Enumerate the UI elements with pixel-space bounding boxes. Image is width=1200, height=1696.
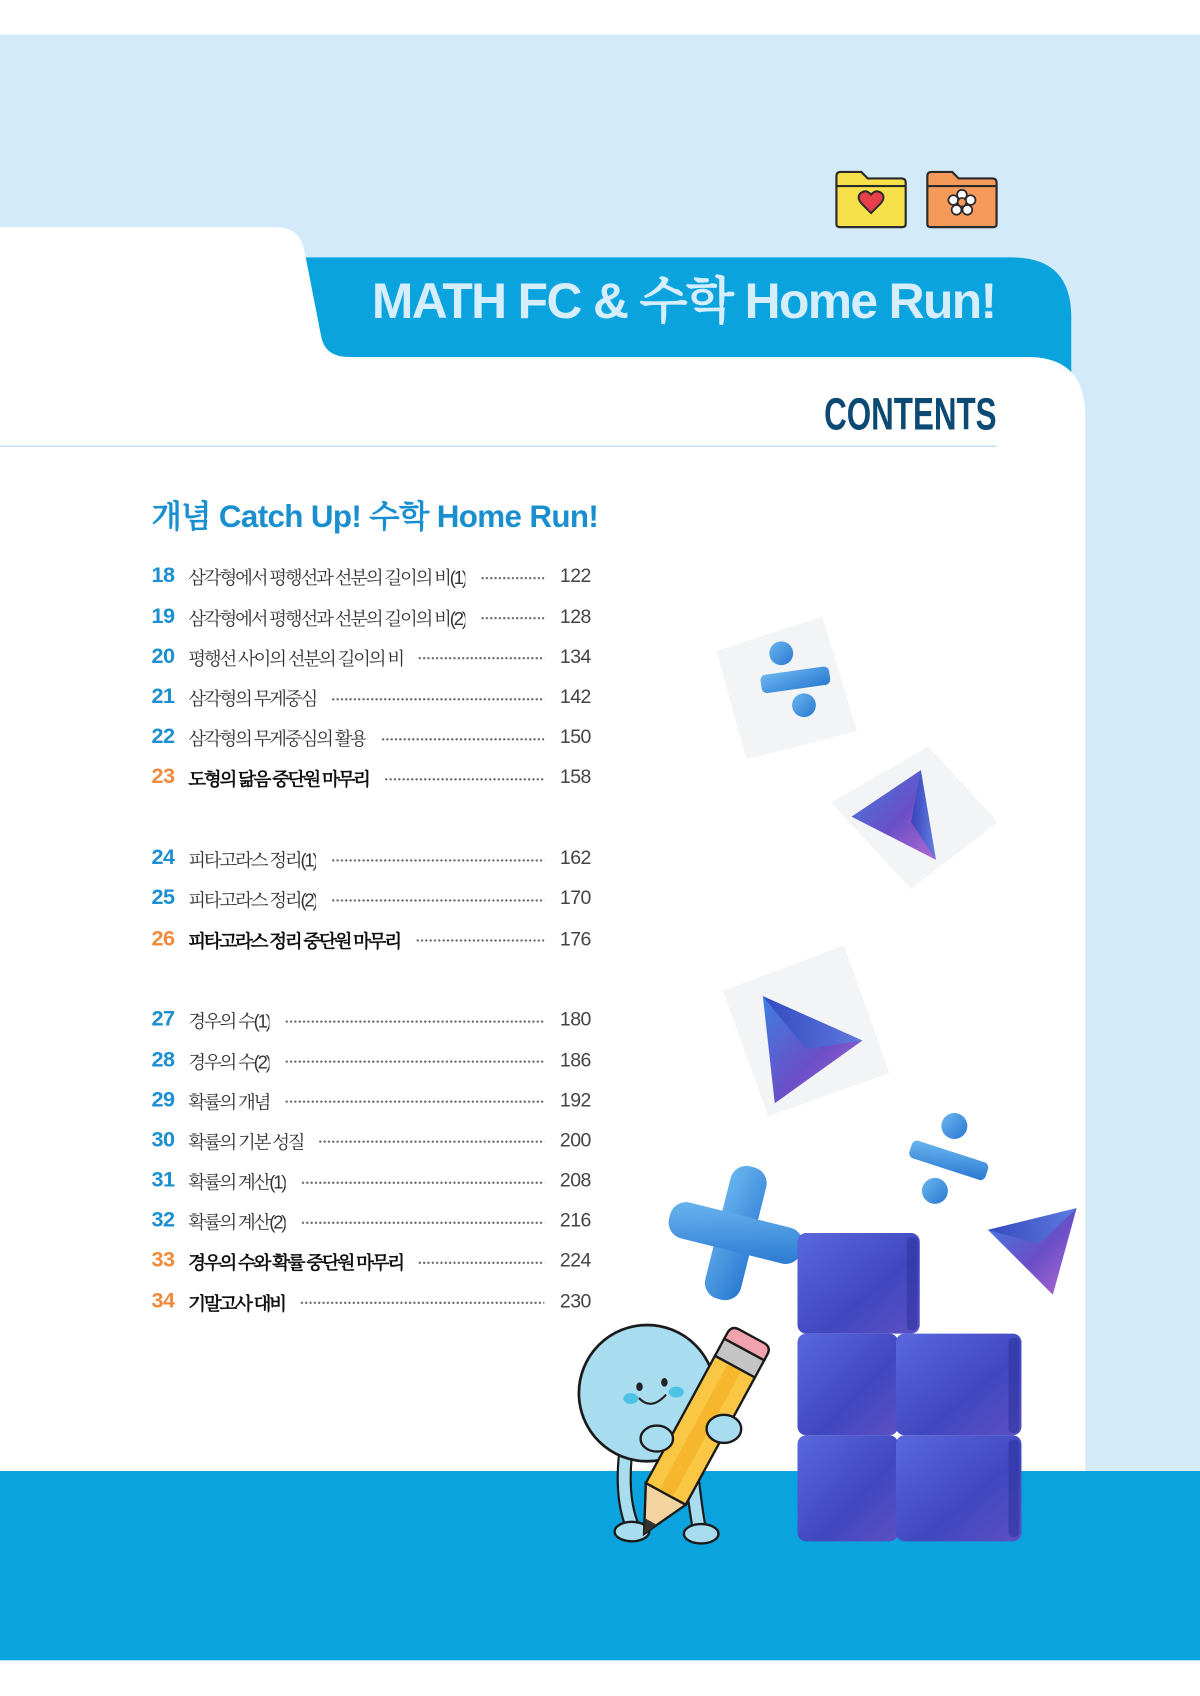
toc-entry-title: 삼각형의 무게중심의 활용 <box>188 729 366 750</box>
toc-entry-title: 삼각형의 무게중심 <box>188 689 317 710</box>
toc-entry-page: 142 <box>559 685 591 708</box>
toc-entry-number: 19 <box>151 604 175 629</box>
contents-label: CONTENTS <box>824 388 997 440</box>
toc-entry-page: 122 <box>559 565 591 587</box>
toc-entry-title: 평행선 사이의 선분의 길이의 비 <box>188 648 403 670</box>
toc-entry-page: 216 <box>559 1209 591 1232</box>
toc-entry-number: 32 <box>151 1208 175 1233</box>
toc-entry-title: 피타고라스 정리 중단원 마무리 <box>188 930 400 952</box>
toc-entry-number: 23 <box>151 765 175 789</box>
toc-entry-number: 25 <box>151 886 175 911</box>
toc-entry-title: 경우의 수(1) <box>188 1011 270 1033</box>
toc-entry-page: 134 <box>559 645 591 668</box>
toc-entry-number: 18 <box>151 564 175 588</box>
toc-entry-page: 224 <box>559 1249 591 1272</box>
toc-entry-page: 150 <box>559 726 591 748</box>
toc-entry-title: 기말고사 대비 <box>188 1293 285 1314</box>
toc-entry-title: 확률의 계산(1) <box>188 1172 286 1194</box>
toc-entry-number: 28 <box>151 1047 175 1072</box>
toc-entry-number: 24 <box>151 846 175 870</box>
cube-block <box>896 1435 1022 1541</box>
cube-block <box>797 1435 898 1541</box>
toc-entry-title: 도형의 닮음 중단원 마무리 <box>188 769 369 791</box>
toc-entry-title: 피타고라스 정리(1) <box>188 850 317 871</box>
toc-entry-number: 22 <box>151 724 175 749</box>
cube-block <box>797 1334 898 1436</box>
mascot-character <box>579 1325 772 1545</box>
toc-entry-page: 186 <box>559 1048 591 1071</box>
toc-entry-number: 21 <box>151 684 175 709</box>
toc-entry-title: 삼각형에서 평행선과 선분의 길이의 비(1) <box>188 568 466 589</box>
toc-entry-page: 162 <box>559 847 591 869</box>
toc-entry-title: 피타고라스 정리(2) <box>188 890 317 912</box>
banner-title: MATH FC & 수학 Home Run! <box>371 272 996 329</box>
toc-entry-number: 20 <box>151 644 175 669</box>
toc-entry-title: 삼각형에서 평행선과 선분의 길이의 비(2) <box>188 608 466 630</box>
toc-entry-page: 208 <box>559 1169 591 1191</box>
toc-entry-number: 33 <box>151 1248 175 1273</box>
divide-sign-icon <box>908 1113 990 1204</box>
toc-entry-title: 경우의 수와 확률 중단원 마무리 <box>188 1253 403 1274</box>
toc-entry-number: 26 <box>151 926 175 951</box>
toc-entry-title: 확률의 개념 <box>188 1092 270 1113</box>
toc-entry-page: 200 <box>559 1129 591 1151</box>
toc-entry-title: 확률의 기본 성질 <box>188 1132 304 1153</box>
toc-entry-page: 176 <box>559 927 591 950</box>
toc-entry-page: 192 <box>559 1088 591 1111</box>
toc-entry-title: 확률의 계산(2) <box>188 1212 286 1234</box>
toc-entry-number: 31 <box>151 1168 175 1193</box>
toc-entry-page: 158 <box>559 766 591 788</box>
pyramid-icon <box>988 1208 1077 1295</box>
toc-entry-page: 170 <box>559 887 591 909</box>
section-heading: 개념 Catch Up! 수학 Home Run! <box>151 499 599 535</box>
toc-entry-number: 30 <box>151 1128 175 1152</box>
toc-entry-number: 27 <box>151 1007 175 1032</box>
cube-stack <box>797 1233 1021 1541</box>
toc-entry-page: 230 <box>559 1290 591 1312</box>
toc-entry-number: 34 <box>151 1288 175 1313</box>
cube-block <box>797 1233 919 1334</box>
toc-entry-number: 29 <box>151 1087 175 1112</box>
toc-entry-title: 경우의 수(2) <box>188 1051 270 1073</box>
plus-sign-icon <box>653 1150 818 1315</box>
toc-entry-page: 128 <box>559 605 591 627</box>
cube-block <box>896 1334 1022 1436</box>
toc-entry-page: 180 <box>559 1008 591 1031</box>
